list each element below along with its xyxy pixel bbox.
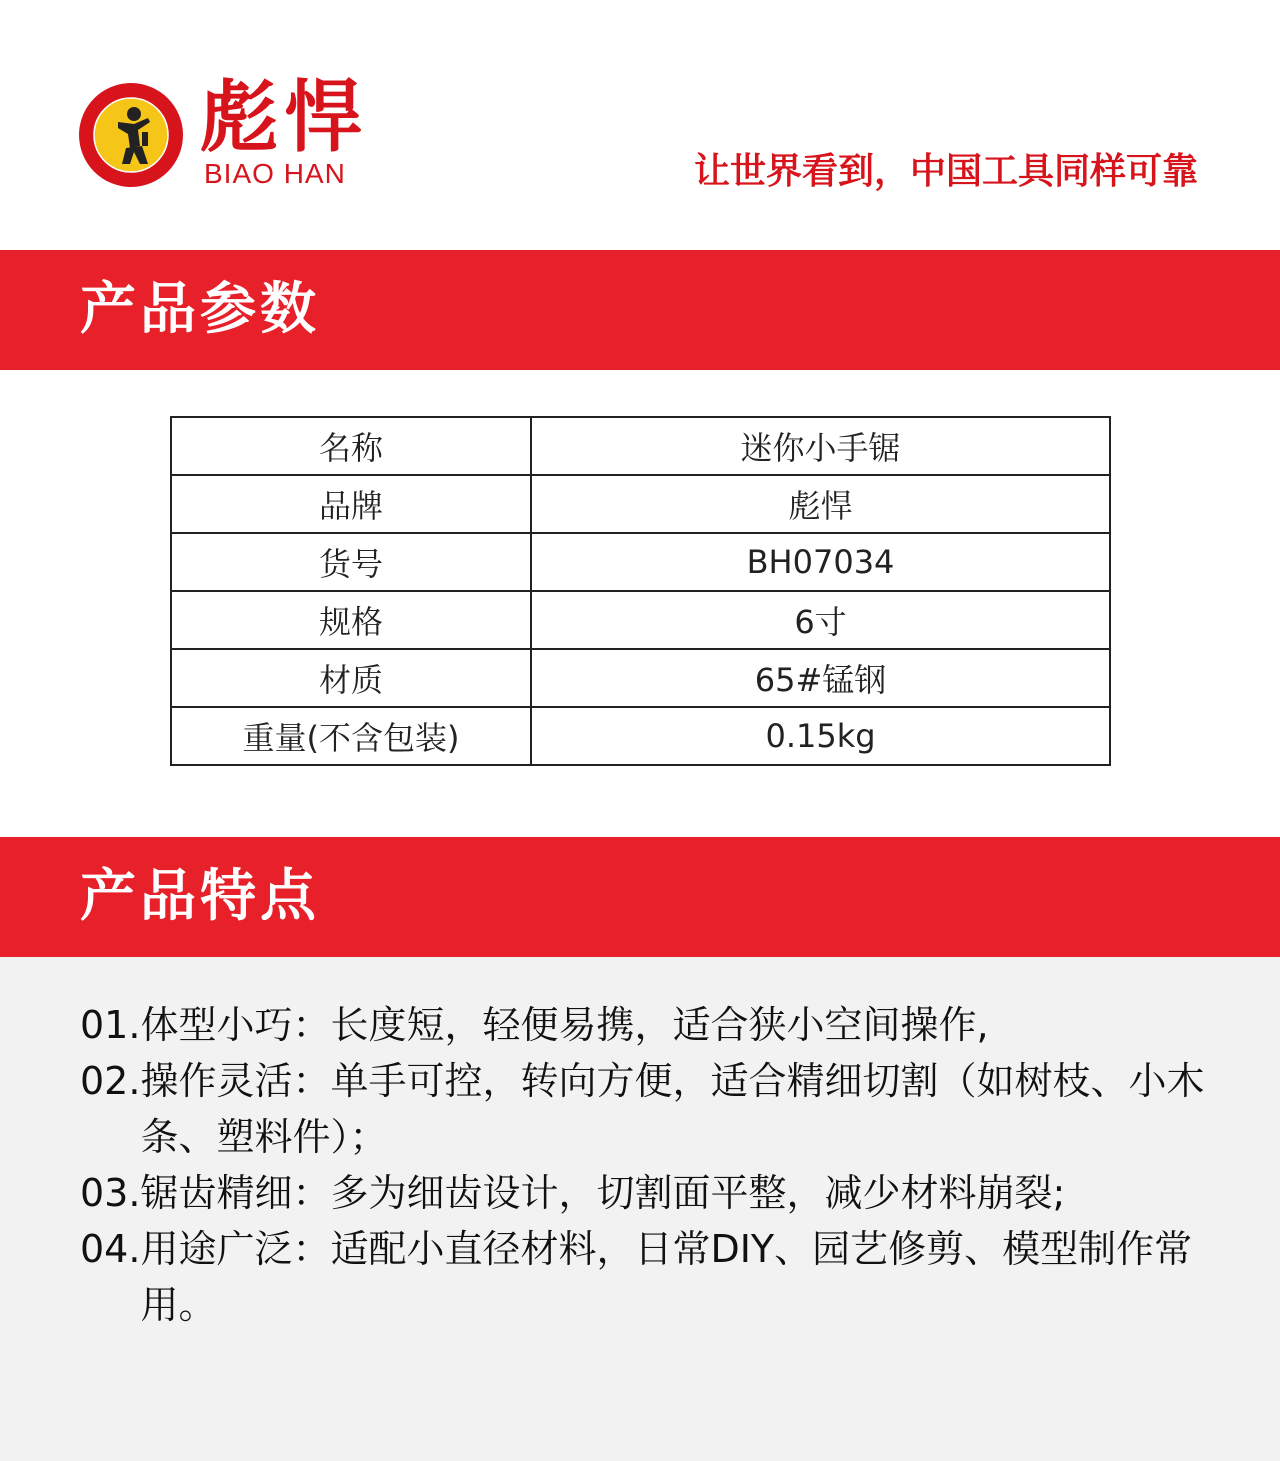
params-banner [0,250,1280,370]
spec-value: 65#锰钢 [531,649,1110,707]
list-item [80,1053,1220,1165]
brand-name-en: BIAO HAN [204,158,346,189]
spec-key: 名称 [171,417,531,475]
feature-text: 体型小巧：长度短，轻便易携，适合狭小空间操作, [140,1003,989,1047]
feature-text: 锯齿精细：多为细齿设计，切割面平整，减少材料崩裂; [140,1171,1066,1215]
params-title: 产品参数 [80,277,320,342]
features-section [0,957,1280,1461]
feature-number: 03. [80,1171,141,1215]
spec-key: 货号 [171,533,531,591]
spec-value: 彪悍 [531,475,1110,533]
features-title: 产品特点 [80,864,320,929]
brand-name-cn: 彪悍 [200,72,369,163]
list-item [80,1165,1220,1221]
table-row [171,417,1110,475]
feature-number: 01. [80,1003,141,1047]
feature-text: 操作灵活：单手可控，转向方便，适合精细切割（如树枝、小木条、塑料件）； [140,1059,1205,1159]
table-row [171,649,1110,707]
spec-value: 迷你小手锯 [531,417,1110,475]
spec-value: 6寸 [531,591,1110,649]
spec-value: BH07034 [531,533,1110,591]
table-row [171,475,1110,533]
table-row [171,533,1110,591]
spec-key: 规格 [171,591,531,649]
brand-seal-logo [78,82,184,188]
features-list [80,997,1220,1333]
table-row [171,591,1110,649]
feature-text: 用途广泛：适配小直径材料，日常DIY、园艺修剪、模型制作常用。 [140,1227,1193,1327]
list-item [80,997,1220,1053]
spec-key: 品牌 [171,475,531,533]
feature-number: 04. [80,1227,141,1271]
spec-table [170,416,1111,766]
feature-number: 02. [80,1059,141,1103]
table-row [171,707,1110,765]
spec-key: 材质 [171,649,531,707]
slogan: 让世界看到，中国工具同样可靠 [693,151,1198,192]
features-banner [0,837,1280,957]
header [0,0,1280,250]
spec-key: 重量(不含包装) [171,707,531,765]
params-section [0,370,1280,837]
spec-value: 0.15kg [531,707,1110,765]
list-item [80,1221,1220,1333]
